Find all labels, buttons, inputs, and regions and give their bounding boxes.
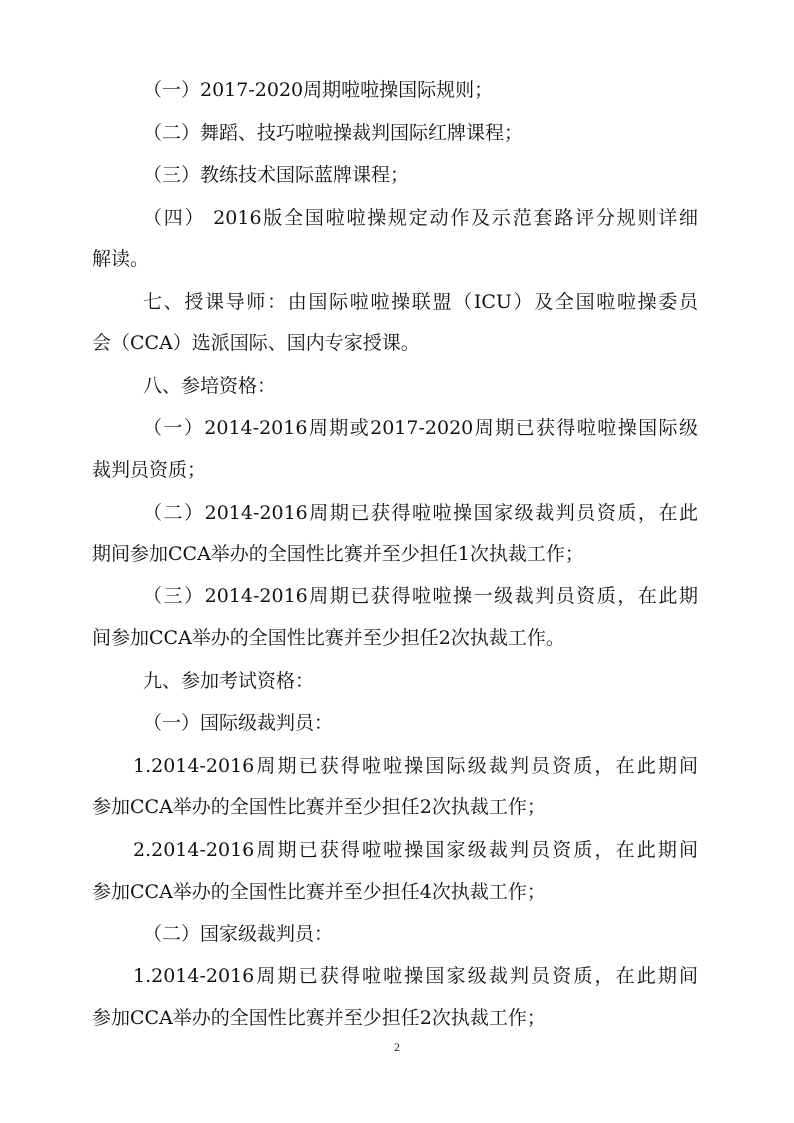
text-line: 2.2014-2016周期已获得啦啦操国家级裁判员资质，在此期间 <box>133 839 698 861</box>
text-line: （一）2017-2020周期啦啦操国际规则； <box>143 79 494 101</box>
text-line: （二）国家级裁判员： <box>143 923 334 945</box>
text-line: 参加CCA举办的全国性比赛并至少担任2次执裁工作； <box>92 1007 546 1029</box>
text-line: 1.2014-2016周期已获得啦啦操国家级裁判员资质，在此期间 <box>133 965 698 987</box>
text-line: （一）2014-2016周期或2017-2020周期已获得啦啦操国际级 <box>143 417 698 439</box>
text-line: 间参加CCA举办的全国性比赛并至少担任2次执裁工作。 <box>92 627 565 649</box>
section-heading: 九、参加考试资格： <box>143 670 315 692</box>
section-heading: 八、参培资格： <box>143 375 277 397</box>
text-line: 1.2014-2016周期已获得啦啦操国际级裁判员资质，在此期间 <box>133 755 698 777</box>
text-line: 参加CCA举办的全国性比赛并至少担任4次执裁工作； <box>92 881 546 903</box>
text-line: 解读。 <box>92 248 150 270</box>
text-line: （三）教练技术国际蓝牌课程； <box>143 164 410 186</box>
text-line: （一）国际级裁判员： <box>143 712 334 734</box>
text-line: 会（CCA）选派国际、国内专家授课。 <box>92 332 420 354</box>
page-number: 2 <box>394 1040 400 1054</box>
text-line: （三）2014-2016周期已获得啦啦操一级裁判员资质，在此期 <box>143 585 698 607</box>
text-line: 期间参加CCA举办的全国性比赛并至少担任1次执裁工作； <box>92 543 584 565</box>
text-line: （二）2014-2016周期已获得啦啦操国家级裁判员资质，在此 <box>143 502 698 524</box>
text-line: （四） 2016版全国啦啦操规定动作及示范套路评分规则详细 <box>143 207 698 229</box>
text-line: 七、授课导师：由国际啦啦操联盟（ICU）及全国啦啦操委员 <box>143 291 698 313</box>
text-line: （二）舞蹈、技巧啦啦操裁判国际红牌课程； <box>143 122 524 144</box>
text-line: 裁判员资质； <box>92 459 207 481</box>
text-line: 参加CCA举办的全国性比赛并至少担任2次执裁工作； <box>92 796 546 818</box>
